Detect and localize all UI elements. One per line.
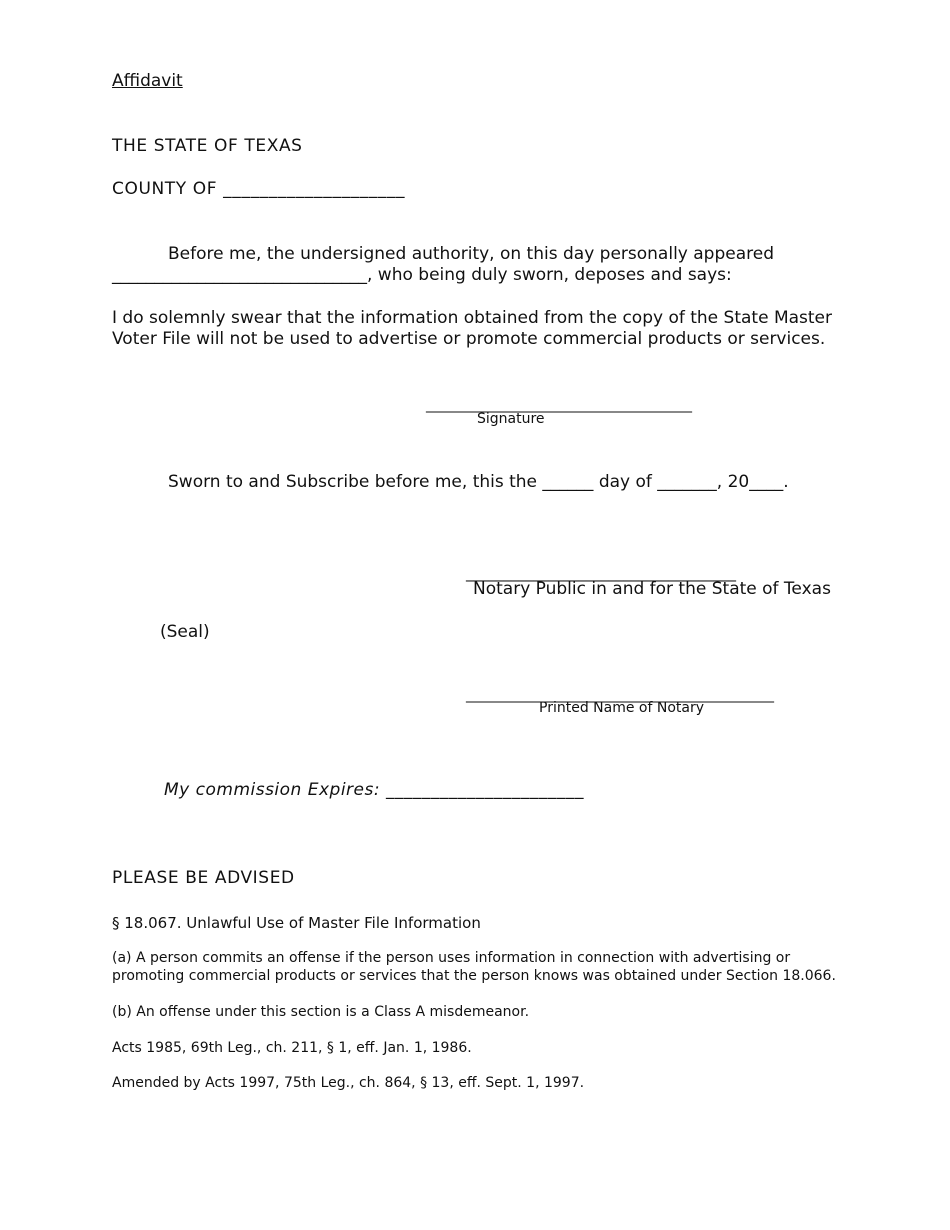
appearance-line-2: ______________________________, who being duly sworn, deposes and says:	[112, 265, 732, 285]
county-line: COUNTY OF ____________________	[112, 179, 406, 199]
notary-label: Notary Public in and for the State of Texas	[473, 579, 831, 599]
state-line: THE STATE OF TEXAS	[112, 136, 303, 156]
commission-expires-line: My commission Expires: ______________________	[164, 780, 584, 800]
section-title: § 18.067. Unlawful Use of Master File Information	[112, 914, 481, 932]
advisory-heading: PLEASE BE ADVISED	[112, 868, 295, 888]
acts-1985: Acts 1985, 69th Leg., ch. 211, § 1, eff. Jan. 1, 1986.	[112, 1040, 472, 1056]
signature-line: ______________________________________	[426, 397, 692, 413]
paragraph-a-line-1: (a) A person commits an offense if the person uses information in connection with advertising or	[112, 950, 791, 966]
oath-line-2: Voter File will not be used to advertise or promote commercial products or services.	[112, 329, 826, 349]
paragraph-a-line-2: promoting commercial products or services that the person knows was obtained under Section 18.066.	[112, 968, 836, 984]
affidavit-title: Affidavit	[112, 71, 183, 91]
notary-signature-line: ____________________________________	[466, 564, 736, 582]
seal-label: (Seal)	[160, 622, 210, 642]
amended-note: Amended by Acts 1997, 75th Leg., ch. 864, § 13, eff. Sept. 1, 1997.	[112, 1075, 585, 1091]
printed-name-label: Printed Name of Notary	[539, 700, 704, 716]
sworn-line: Sworn to and Subscribe before me, this the ______ day of _______, 20____.	[168, 472, 789, 492]
appearance-line-1: Before me, the undersigned authority, on this day personally appeared	[168, 244, 774, 264]
paragraph-b: (b) An offense under this section is a Class A misdemeanor.	[112, 1004, 530, 1020]
oath-line-1: I do solemnly swear that the information obtained from the copy of the State Master	[112, 308, 833, 328]
printed-name-line: ____________________________________________	[466, 687, 774, 703]
signature-label: Signature	[477, 411, 545, 427]
